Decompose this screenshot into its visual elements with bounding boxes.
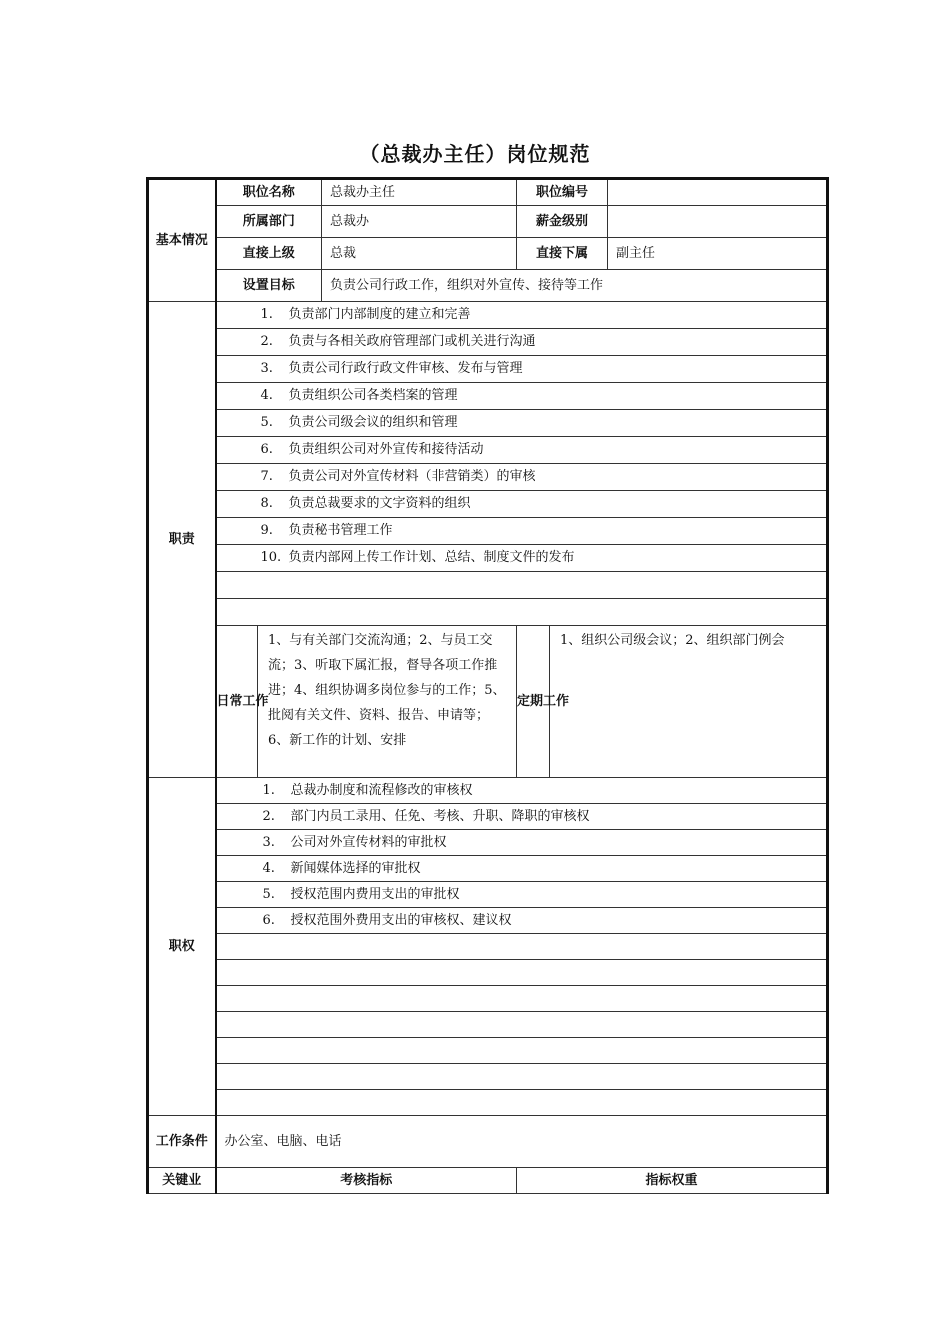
kpi-indicator-header: 考核指标 [216,1168,517,1194]
kpi-section-label: 关键业 [148,1168,216,1194]
duty-row [148,491,828,518]
power-item: 5. 授权范围内费用支出的审批权 [216,882,828,908]
power-row [148,908,828,934]
powers-section-label: 职权 [148,778,216,1116]
daily-work-label: 日常工作 [216,626,258,778]
basic-row-goal [148,270,828,302]
basic-row-2 [148,206,828,238]
duty-row [148,302,828,329]
basic-row-1 [148,179,828,206]
empty-cell [216,960,828,986]
power-empty-row [148,1012,828,1038]
position-name-label: 职位名称 [216,179,322,206]
work-row [148,626,828,778]
duty-item: 6. 负责组织公司对外宣传和接待活动 [216,437,828,464]
kpi-weight-header: 指标权重 [517,1168,828,1194]
power-empty-row [148,1064,828,1090]
direct-superior-value: 总裁 [322,238,517,270]
duty-empty-row [148,572,828,599]
duty-row [148,437,828,464]
empty-cell [216,1038,828,1064]
document-title: （总裁办主任）岗位规范 [359,142,591,166]
power-item: 1. 总裁办制度和流程修改的审核权 [216,778,828,804]
position-name-value: 总裁办主任 [322,179,517,206]
power-empty-row [148,1038,828,1064]
conditions-row [148,1116,828,1168]
duty-empty-row [148,599,828,626]
empty-cell [216,934,828,960]
periodic-work-text: 1、组织公司级会议；2、组织部门例会 [550,626,828,778]
duty-row [148,518,828,545]
salary-grade-label: 薪金级别 [517,206,608,238]
duty-item: 8. 负责总裁要求的文字资料的组织 [216,491,828,518]
duties-section-label: 职责 [148,302,216,778]
power-empty-row [148,1090,828,1116]
duty-item: 7. 负责公司对外宣传材料（非营销类）的审核 [216,464,828,491]
power-row [148,830,828,856]
power-item: 6. 授权范围外费用支出的审核权、建议权 [216,908,828,934]
duty-row [148,329,828,356]
duty-row [148,383,828,410]
direct-subordinate-label: 直接下属 [517,238,608,270]
empty-cell [216,986,828,1012]
duty-item: 9. 负责秘书管理工作 [216,518,828,545]
power-empty-row [148,986,828,1012]
periodic-work-label: 定期工作 [517,626,550,778]
power-empty-row [148,934,828,960]
goal-label: 设置目标 [216,270,322,302]
power-row [148,804,828,830]
direct-superior-label: 直接上级 [216,238,322,270]
conditions-section-label: 工作条件 [148,1116,216,1168]
duty-item: 4. 负责组织公司各类档案的管理 [216,383,828,410]
duty-row [148,410,828,437]
empty-cell [216,1012,828,1038]
duty-item: 2. 负责与各相关政府管理部门或机关进行沟通 [216,329,828,356]
basic-section-label: 基本情况 [148,179,216,302]
department-label: 所属部门 [216,206,322,238]
empty-cell [216,1064,828,1090]
power-row [148,882,828,908]
duty-row [148,356,828,383]
power-item: 4. 新闻媒体选择的审批权 [216,856,828,882]
direct-subordinate-value: 副主任 [608,238,828,270]
position-code-label: 职位编号 [517,179,608,206]
duty-row [148,464,828,491]
duty-item: 5. 负责公司级会议的组织和管理 [216,410,828,437]
daily-work-text: 1、与有关部门交流沟通；2、与员工交流；3、听取下属汇报，督导各项工作推进；4、组织协调多岗位参与的工作；5、批阅有关文件、资料、报告、申请等；6、新工作的计划、安排 [258,626,517,778]
power-row [148,778,828,804]
duty-item: 3. 负责公司行政行政文件审核、发布与管理 [216,356,828,383]
goal-value: 负责公司行政工作，组织对外宣传、接待等工作 [322,270,828,302]
position-code-value [608,179,828,206]
job-spec-table [146,177,829,1194]
duty-item: 1. 负责部门内部制度的建立和完善 [216,302,828,329]
duty-row [148,545,828,572]
power-empty-row [148,960,828,986]
power-item: 3. 公司对外宣传材料的审批权 [216,830,828,856]
conditions-value: 办公室、电脑、电话 [216,1116,828,1168]
empty-cell [216,599,828,626]
duty-item: 10. 负责内部网上传工作计划、总结、制度文件的发布 [216,545,828,572]
empty-cell [216,1090,828,1116]
basic-row-3 [148,238,828,270]
power-row [148,856,828,882]
power-item: 2. 部门内员工录用、任免、考核、升职、降职的审核权 [216,804,828,830]
kpi-header-row [148,1168,828,1194]
salary-grade-value [608,206,828,238]
empty-cell [216,572,828,599]
department-value: 总裁办 [322,206,517,238]
